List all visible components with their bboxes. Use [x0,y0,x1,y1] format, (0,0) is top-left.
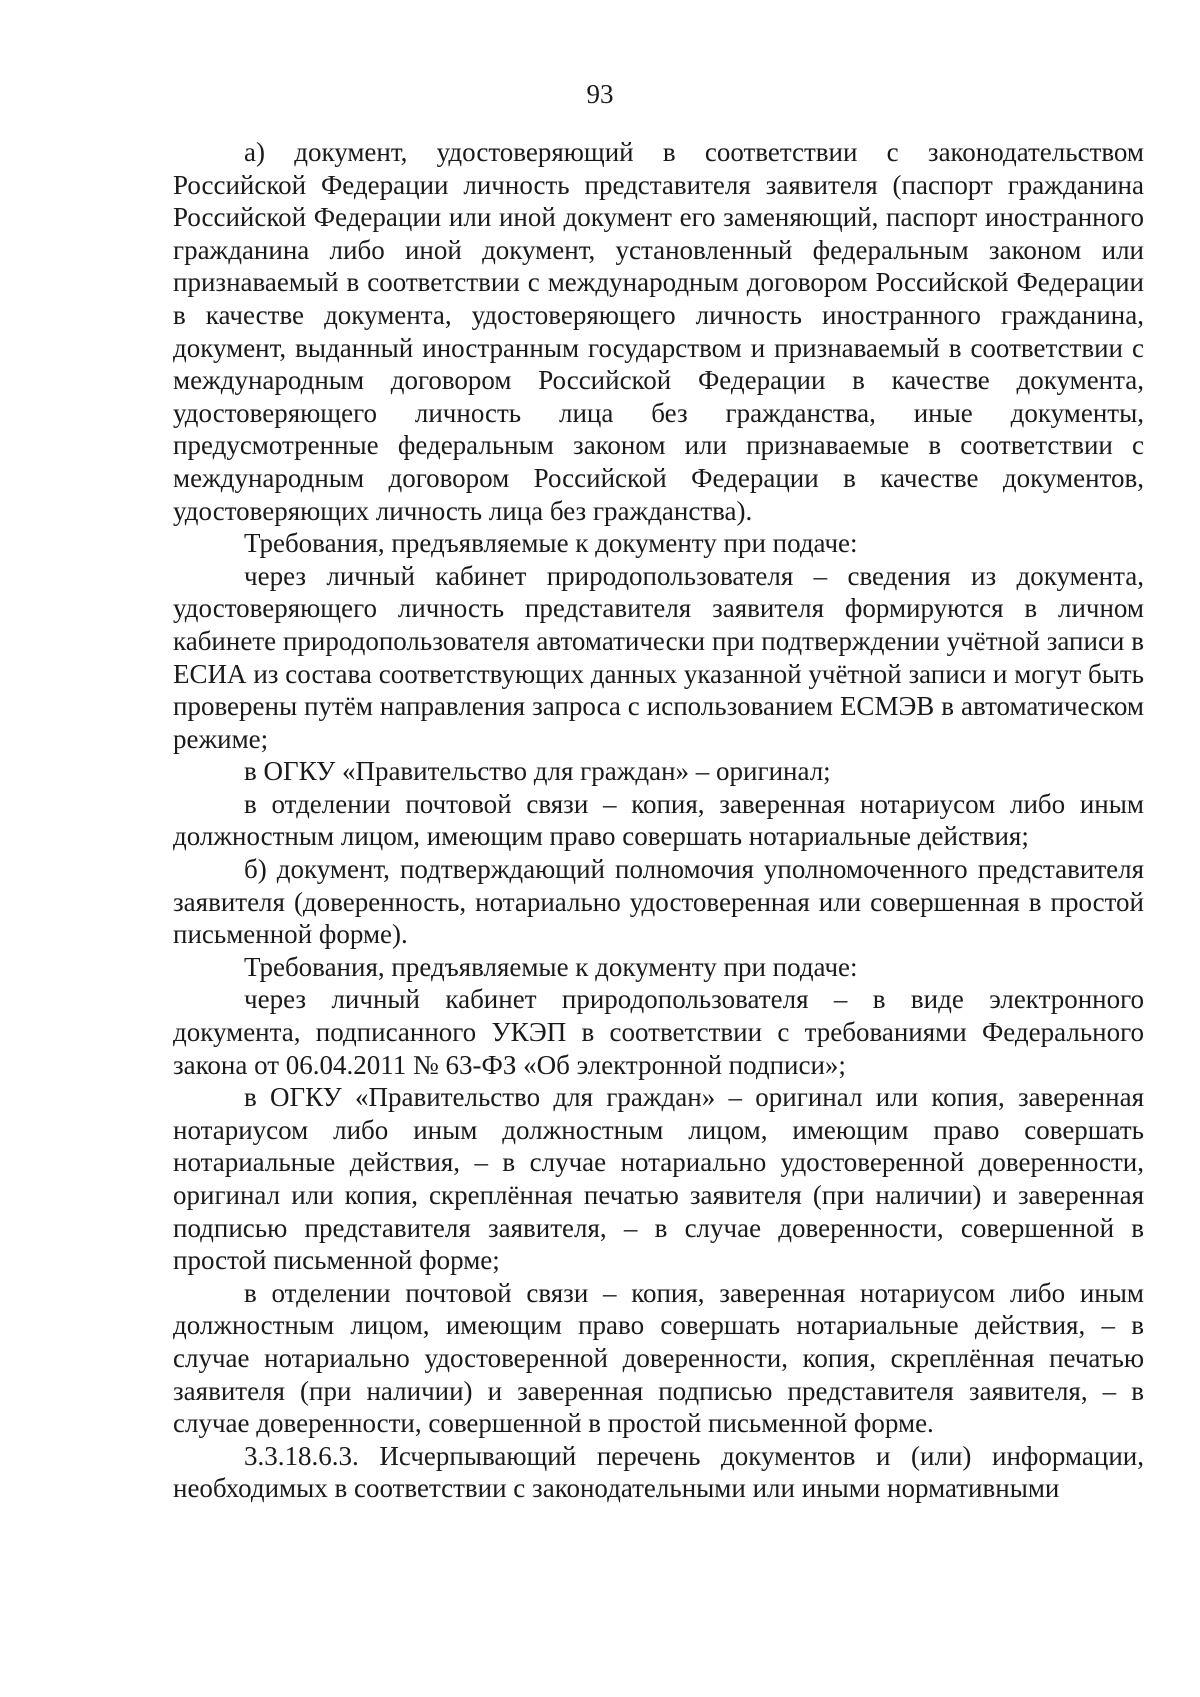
paragraph-requirements-heading-2: Требования, предъявляемые к документу при подаче: [244,951,858,982]
page-number: 93 [586,79,614,109]
paragraph-a-identity-document: а) документ, удостоверяющий в соответствии с законодательством Российской Федерации личность представителя заявителя (паспорт гражданина Российской Федерации или иной документ его заменяющий, паспорт иностранного гражданина либо иной документ, установленный федеральным законом или признаваемый в соответствии с международным договором Российской Федерации в качестве документа, удостоверяющего личность иностранного гражданина, документ, выданный иностранным государством и признаваемый в соответствии с международным договором Российской Федерации в качестве документа, удостоверяющего личность лица без гражданства, иные документы, предусмотренные федеральным законом или признаваемые в соответствии с международным договором Российской Федерации в качестве документов, удостоверяющих личность лица без гражданства). [173,137,1144,526]
paragraph-requirements-heading-1: Требования, предъявляемые к документу при подаче: [244,528,858,559]
paragraph-personal-account-1: через личный кабинет природопользователя – сведения из документа, удостоверяющего личность представителя заявителя формируются в личном кабинете природопользователя автоматически при подтверждении учётной записи в ЕСИА из состава соответствующих данных указанной учётной записи и могут быть проверены путём направления запроса с использованием ЕСМЭВ в автоматическом режиме; [173,560,1144,754]
paragraph-ogku-1: в ОГКУ «Правительство для граждан» – оригинал; [244,756,831,787]
paragraph-personal-account-2: через личный кабинет природопользователя – в виде электронного документа, подписанного УКЭП в соответствии с требованиями Федерального закона от 06.04.2011 № 63-ФЗ «Об электронной подписи»; [173,984,1144,1080]
paragraph-section-3-3-18-6-3: 3.3.18.6.3. Исчерпывающий перечень документов и (или) информации, необходимых в соответствии с законодательными или иными нормативными [173,1440,1144,1504]
paragraph-b-authority-document: б) документ, подтверждающий полномочия уполномоченного представителя заявителя (доверенность, нотариально удостоверенная или совершенная в простой письменной форме). [173,854,1144,950]
paragraph-ogku-2: в ОГКУ «Правительство для граждан» – оригинал или копия, заверенная нотариусом либо иным должностным лицом, имеющим право совершать нотариальные действия, – в случае нотариально удостоверенной доверенности, оригинал или копия, скреплённая печатью заявителя (при наличии) и заверенная подписью представителя заявителя, – в случае доверенности, совершенной в простой письменной форме; [173,1082,1144,1276]
paragraph-post-office-2: в отделении почтовой связи – копия, заверенная нотариусом либо иным должностным лицом, имеющим право совершать нотариальные действия, – в случае нотариально удостоверенной доверенности, копия, скреплённая печатью заявителя (при наличии) и заверенная подписью представителя заявителя, – в случае доверенности, совершенной в простой письменной форме. [173,1277,1144,1439]
paragraph-post-office-1: в отделении почтовой связи – копия, заверенная нотариусом либо иным должностным лицом, имеющим право совершать нотариальные действия; [173,788,1144,852]
document-body [173,136,1144,1505]
